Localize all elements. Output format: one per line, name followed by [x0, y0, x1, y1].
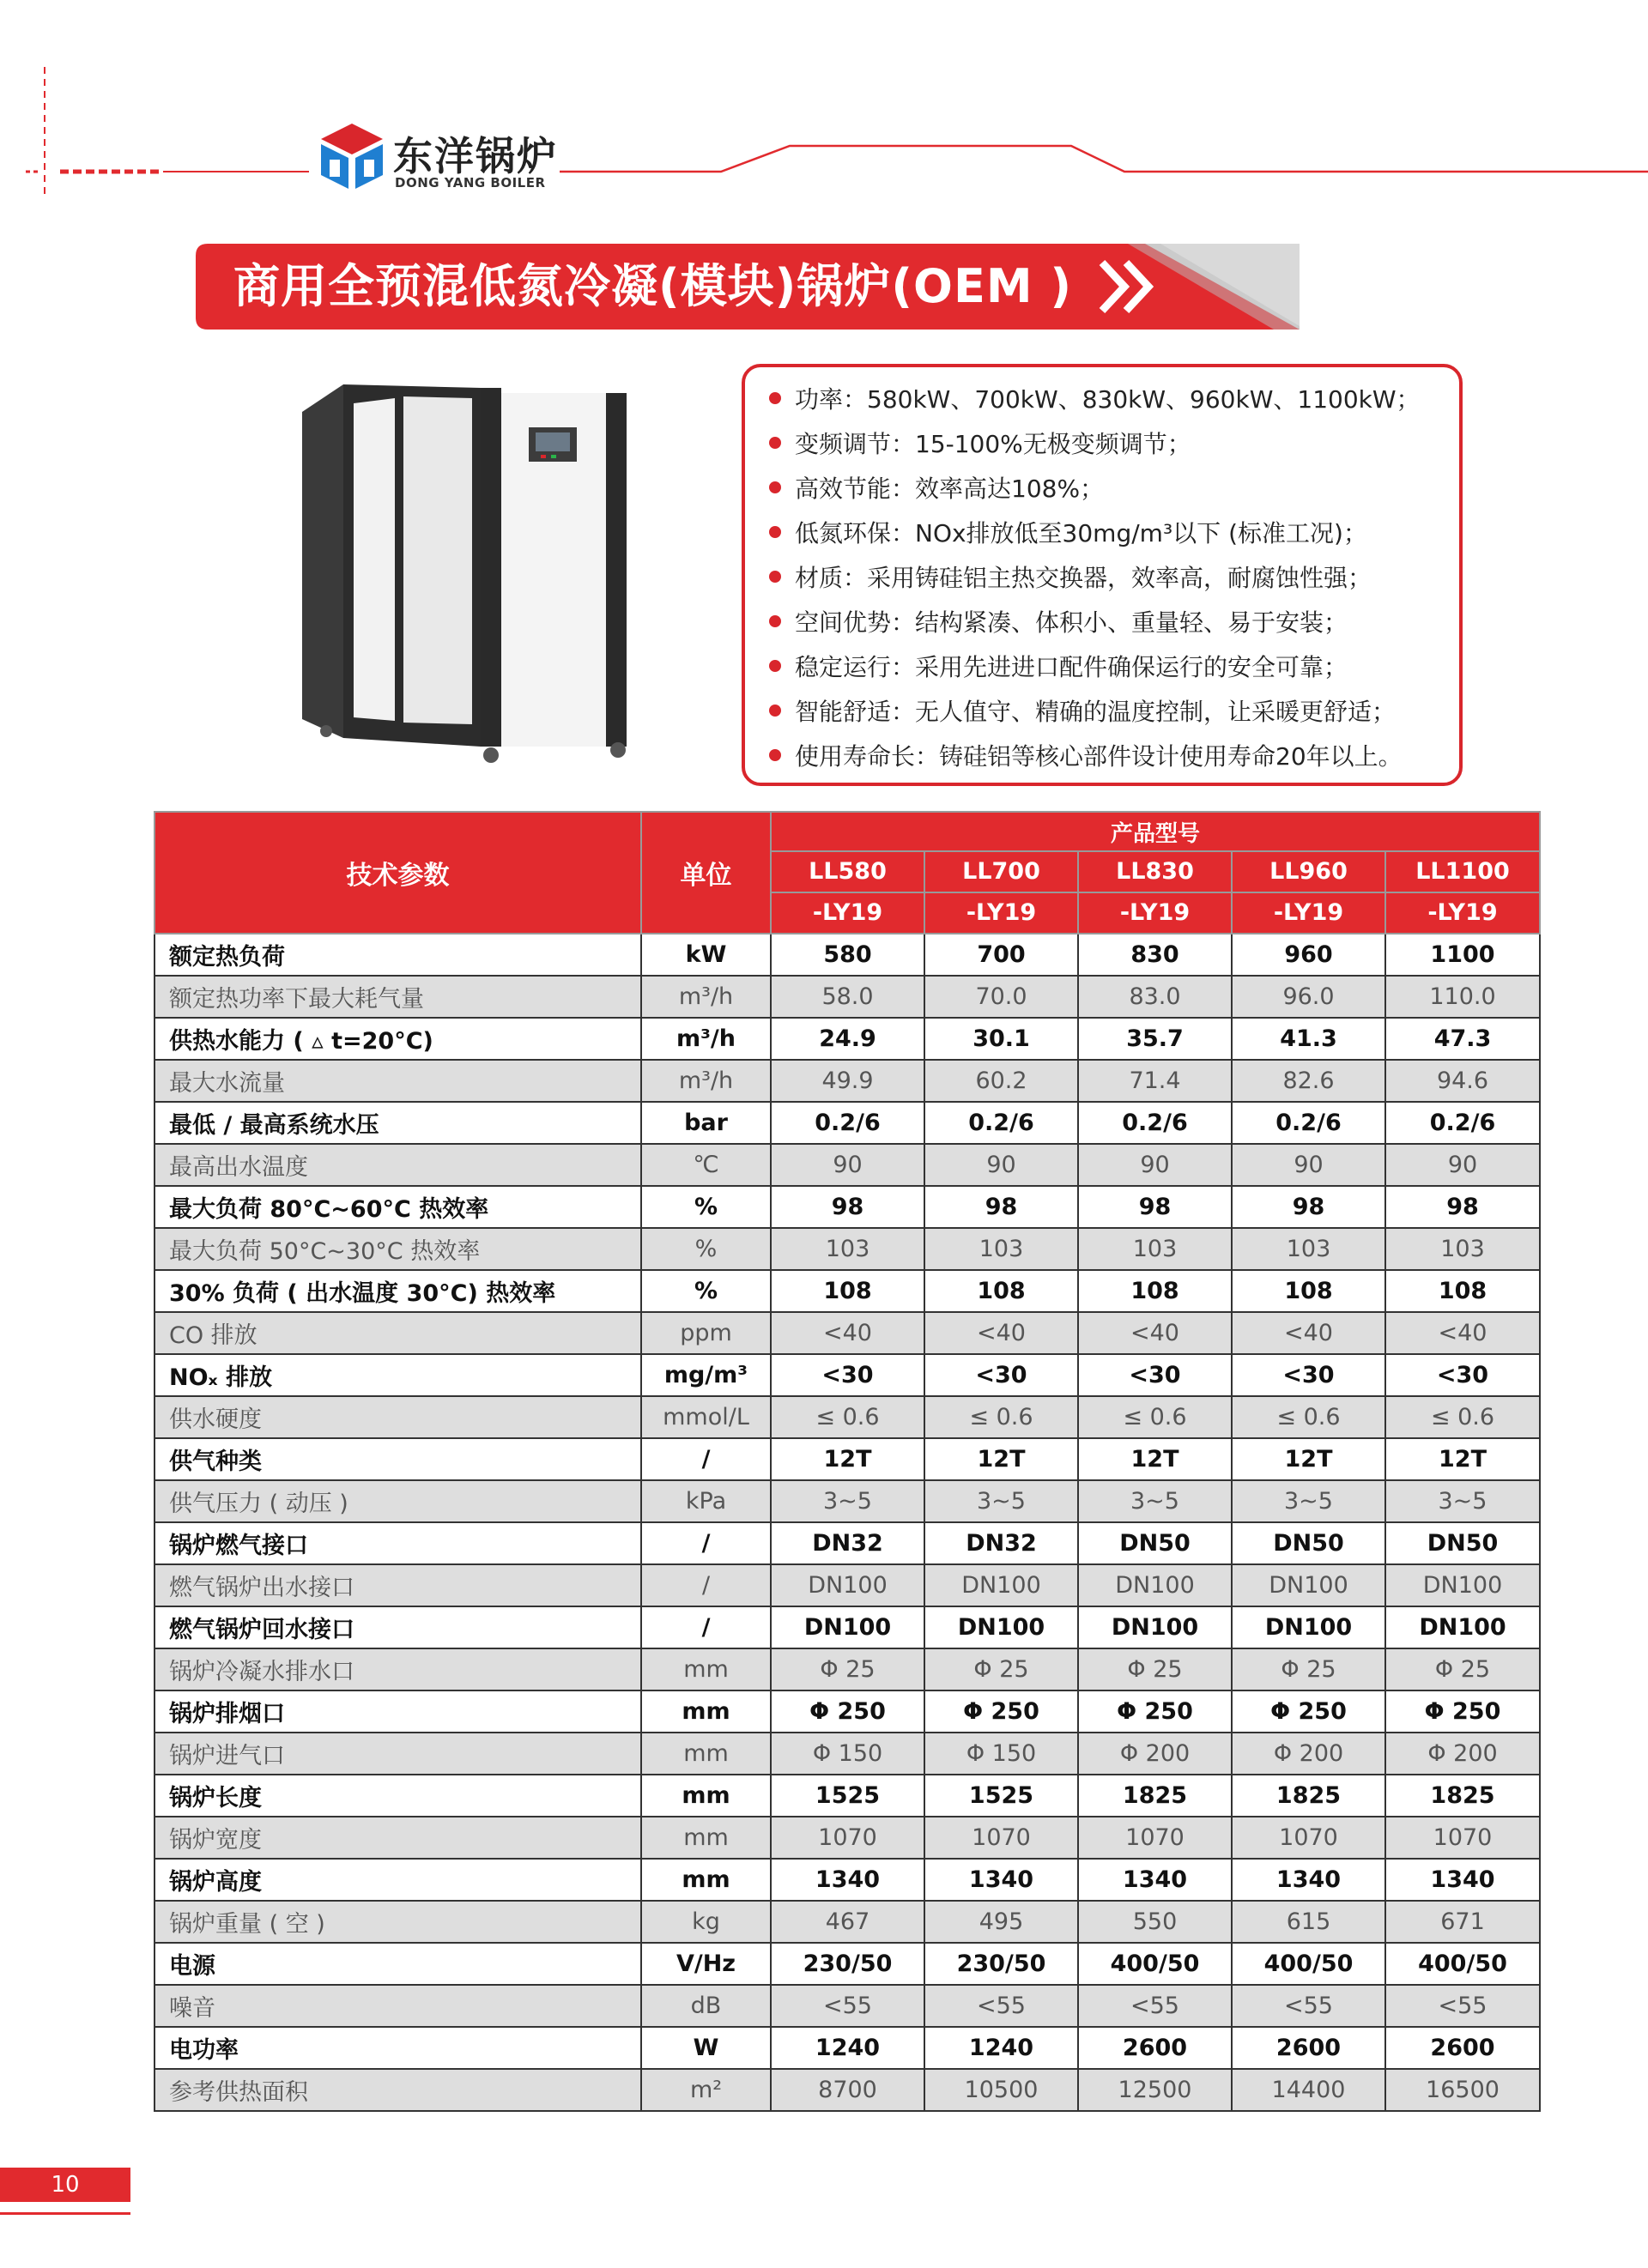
- table-row: [154, 1985, 1540, 2027]
- unit-cell: ℃: [641, 1144, 771, 1186]
- value-cell: <40: [1385, 1312, 1540, 1354]
- param-name-cell: 锅炉燃气接口: [154, 1522, 641, 1564]
- spec-table: [154, 811, 1541, 2112]
- value-cell: 90: [924, 1144, 1078, 1186]
- value-cell: DN100: [1232, 1564, 1385, 1606]
- unit-cell: mm: [641, 1690, 771, 1733]
- value-cell: Φ 25: [1078, 1648, 1232, 1690]
- value-cell: 3~5: [1232, 1480, 1385, 1522]
- table-row: [154, 1522, 1540, 1564]
- param-name-cell: 30% 负荷 ( 出水温度 30°C) 热效率: [154, 1270, 641, 1312]
- value-cell: 2600: [1078, 2027, 1232, 2069]
- unit-cell: /: [641, 1438, 771, 1480]
- value-cell: 1100: [1385, 934, 1540, 976]
- value-cell: 108: [1385, 1270, 1540, 1312]
- brand-name-cn: 东洋锅炉: [393, 133, 558, 179]
- value-cell: 47.3: [1385, 1018, 1540, 1060]
- table-row: [154, 1144, 1540, 1186]
- value-cell: Φ 150: [924, 1733, 1078, 1775]
- feature-item: 使用寿命长：铸硅铝等核心部件设计使用寿命20年以上。: [769, 735, 1459, 779]
- feature-item: 低氮环保：NOx排放低至30mg/m³以下 (标准工况)；: [769, 511, 1459, 556]
- value-cell: <55: [1078, 1985, 1232, 2027]
- value-cell: DN100: [771, 1606, 924, 1648]
- value-cell: Φ 150: [771, 1733, 924, 1775]
- value-cell: DN100: [1232, 1606, 1385, 1648]
- value-cell: 550: [1078, 1901, 1232, 1943]
- value-cell: 30.1: [924, 1018, 1078, 1060]
- unit-cell: kPa: [641, 1480, 771, 1522]
- value-cell: 10500: [924, 2069, 1078, 2111]
- param-name-cell: CO 排放: [154, 1312, 641, 1354]
- value-cell: 98: [924, 1186, 1078, 1228]
- value-cell: 960: [1232, 934, 1385, 976]
- feature-item: 高效节能：效率高达108%；: [769, 467, 1459, 511]
- value-cell: <30: [1385, 1354, 1540, 1396]
- value-cell: 615: [1232, 1901, 1385, 1943]
- page-number-underline: [0, 2212, 130, 2215]
- page-title: 商用全预混低氮冷凝(模块)锅炉(OEM ): [233, 259, 1073, 313]
- unit-cell: bar: [641, 1102, 771, 1144]
- value-cell: <40: [771, 1312, 924, 1354]
- spec-table-body: [154, 934, 1540, 2111]
- unit-cell: W: [641, 2027, 771, 2069]
- value-cell: ≤ 0.6: [924, 1396, 1078, 1438]
- value-cell: Φ 250: [1232, 1690, 1385, 1733]
- bullet-dot-icon: [769, 705, 781, 717]
- param-name-cell: 噪音: [154, 1985, 641, 2027]
- param-name-cell: 锅炉冷凝水排水口: [154, 1648, 641, 1690]
- value-cell: DN100: [771, 1564, 924, 1606]
- unit-cell: mg/m³: [641, 1354, 771, 1396]
- param-name-cell: 最大水流量: [154, 1060, 641, 1102]
- value-cell: <40: [1078, 1312, 1232, 1354]
- param-name-cell: 额定热负荷: [154, 934, 641, 976]
- model-header: LL1100: [1385, 851, 1540, 892]
- value-cell: 3~5: [771, 1480, 924, 1522]
- value-cell: 58.0: [771, 976, 924, 1018]
- model-group-header: 产品型号: [771, 812, 1540, 851]
- value-cell: 49.9: [771, 1060, 924, 1102]
- unit-cell: mm: [641, 1648, 771, 1690]
- unit-header: 单位: [641, 812, 771, 934]
- bullet-dot-icon: [769, 392, 781, 404]
- value-cell: Φ 25: [924, 1648, 1078, 1690]
- param-name-cell: 供气压力 ( 动压 ): [154, 1480, 641, 1522]
- value-cell: 230/50: [771, 1943, 924, 1985]
- value-cell: DN100: [924, 1564, 1078, 1606]
- value-cell: 70.0: [924, 976, 1078, 1018]
- param-name-cell: 供气种类: [154, 1438, 641, 1480]
- model-suffix: -LY19: [1385, 892, 1540, 934]
- table-row: [154, 1859, 1540, 1901]
- unit-cell: m³/h: [641, 1018, 771, 1060]
- param-name-cell: 最大负荷 50°C~30°C 热效率: [154, 1228, 641, 1270]
- value-cell: Φ 25: [1232, 1648, 1385, 1690]
- value-cell: Φ 250: [924, 1690, 1078, 1733]
- param-name-cell: 供水硬度: [154, 1396, 641, 1438]
- value-cell: <55: [1385, 1985, 1540, 2027]
- value-cell: 467: [771, 1901, 924, 1943]
- value-cell: 12T: [771, 1438, 924, 1480]
- value-cell: 103: [771, 1228, 924, 1270]
- value-cell: 108: [1078, 1270, 1232, 1312]
- value-cell: 103: [924, 1228, 1078, 1270]
- value-cell: 580: [771, 934, 924, 976]
- param-name-cell: 燃气锅炉出水接口: [154, 1564, 641, 1606]
- value-cell: DN100: [924, 1606, 1078, 1648]
- value-cell: 3~5: [1078, 1480, 1232, 1522]
- bullet-dot-icon: [769, 481, 781, 493]
- value-cell: <30: [771, 1354, 924, 1396]
- value-cell: 110.0: [1385, 976, 1540, 1018]
- param-name-cell: 燃气锅炉回水接口: [154, 1606, 641, 1648]
- unit-cell: /: [641, 1522, 771, 1564]
- value-cell: 41.3: [1232, 1018, 1385, 1060]
- bullet-dot-icon: [769, 526, 781, 538]
- model-suffix: -LY19: [771, 892, 924, 934]
- boiler-product-image: [292, 378, 644, 772]
- value-cell: 108: [924, 1270, 1078, 1312]
- value-cell: 103: [1385, 1228, 1540, 1270]
- param-name-cell: 最大负荷 80°C~60°C 热效率: [154, 1186, 641, 1228]
- unit-cell: kg: [641, 1901, 771, 1943]
- table-row: [154, 1480, 1540, 1522]
- value-cell: 90: [1232, 1144, 1385, 1186]
- param-name-cell: 锅炉进气口: [154, 1733, 641, 1775]
- value-cell: 700: [924, 934, 1078, 976]
- table-row: [154, 1312, 1540, 1354]
- table-row: [154, 1943, 1540, 1985]
- unit-cell: mm: [641, 1733, 771, 1775]
- value-cell: 96.0: [1232, 976, 1385, 1018]
- value-cell: 108: [771, 1270, 924, 1312]
- table-row: [154, 976, 1540, 1018]
- double-chevron-right-icon: [1097, 256, 1157, 318]
- unit-cell: %: [641, 1270, 771, 1312]
- value-cell: 1070: [1078, 1817, 1232, 1859]
- param-name-cell: NOₓ 排放: [154, 1354, 641, 1396]
- value-cell: 1070: [771, 1817, 924, 1859]
- value-cell: 2600: [1385, 2027, 1540, 2069]
- unit-cell: mmol/L: [641, 1396, 771, 1438]
- value-cell: 24.9: [771, 1018, 924, 1060]
- value-cell: DN50: [1232, 1522, 1385, 1564]
- value-cell: 60.2: [924, 1060, 1078, 1102]
- table-row: [154, 1438, 1540, 1480]
- value-cell: 0.2/6: [1385, 1102, 1540, 1144]
- model-header: LL830: [1078, 851, 1232, 892]
- value-cell: 103: [1078, 1228, 1232, 1270]
- value-cell: 1070: [1232, 1817, 1385, 1859]
- unit-cell: mm: [641, 1775, 771, 1817]
- unit-cell: %: [641, 1186, 771, 1228]
- unit-cell: mm: [641, 1817, 771, 1859]
- param-name-cell: 最高出水温度: [154, 1144, 641, 1186]
- bullet-dot-icon: [769, 571, 781, 583]
- value-cell: 16500: [1385, 2069, 1540, 2111]
- value-cell: DN100: [1385, 1606, 1540, 1648]
- value-cell: 2600: [1232, 2027, 1385, 2069]
- value-cell: 230/50: [924, 1943, 1078, 1985]
- unit-cell: mm: [641, 1859, 771, 1901]
- value-cell: 98: [1078, 1186, 1232, 1228]
- value-cell: 12T: [1385, 1438, 1540, 1480]
- value-cell: DN50: [1078, 1522, 1232, 1564]
- table-row: [154, 2027, 1540, 2069]
- table-row: [154, 1648, 1540, 1690]
- bullet-dot-icon: [769, 660, 781, 672]
- value-cell: 1340: [1232, 1859, 1385, 1901]
- param-header: 技术参数: [154, 812, 641, 934]
- value-cell: <40: [924, 1312, 1078, 1354]
- value-cell: 1340: [771, 1859, 924, 1901]
- value-cell: 495: [924, 1901, 1078, 1943]
- value-cell: 98: [1232, 1186, 1385, 1228]
- table-row: [154, 1606, 1540, 1648]
- model-suffix: -LY19: [1232, 892, 1385, 934]
- value-cell: 0.2/6: [771, 1102, 924, 1144]
- value-cell: 3~5: [924, 1480, 1078, 1522]
- value-cell: 1825: [1385, 1775, 1540, 1817]
- param-name-cell: 参考供热面积: [154, 2069, 641, 2111]
- unit-cell: ppm: [641, 1312, 771, 1354]
- value-cell: 83.0: [1078, 976, 1232, 1018]
- param-name-cell: 锅炉高度: [154, 1859, 641, 1901]
- table-row: [154, 934, 1540, 976]
- table-row: [154, 2069, 1540, 2111]
- value-cell: Φ 250: [771, 1690, 924, 1733]
- value-cell: 1340: [1385, 1859, 1540, 1901]
- unit-cell: V/Hz: [641, 1943, 771, 1985]
- features-panel: [742, 364, 1463, 786]
- value-cell: 1240: [924, 2027, 1078, 2069]
- value-cell: 1340: [924, 1859, 1078, 1901]
- model-header: LL960: [1232, 851, 1385, 892]
- table-row: [154, 1228, 1540, 1270]
- value-cell: 12T: [1232, 1438, 1385, 1480]
- feature-item: 变频调节：15-100%无极变频调节；: [769, 422, 1459, 467]
- value-cell: ≤ 0.6: [1232, 1396, 1385, 1438]
- unit-cell: kW: [641, 934, 771, 976]
- unit-cell: %: [641, 1228, 771, 1270]
- param-name-cell: 电功率: [154, 2027, 641, 2069]
- feature-item: 功率：580kW、700kW、830kW、960kW、1100kW；: [769, 378, 1459, 422]
- value-cell: 671: [1385, 1901, 1540, 1943]
- value-cell: 82.6: [1232, 1060, 1385, 1102]
- value-cell: 71.4: [1078, 1060, 1232, 1102]
- value-cell: 94.6: [1385, 1060, 1540, 1102]
- value-cell: <30: [1232, 1354, 1385, 1396]
- param-name-cell: 锅炉长度: [154, 1775, 641, 1817]
- value-cell: DN100: [1078, 1606, 1232, 1648]
- table-row: [154, 1186, 1540, 1228]
- value-cell: 8700: [771, 2069, 924, 2111]
- param-name-cell: 额定热功率下最大耗气量: [154, 976, 641, 1018]
- table-row: [154, 1690, 1540, 1733]
- value-cell: Φ 250: [1385, 1690, 1540, 1733]
- value-cell: Φ 250: [1078, 1690, 1232, 1733]
- value-cell: Φ 200: [1078, 1733, 1232, 1775]
- value-cell: ≤ 0.6: [1385, 1396, 1540, 1438]
- value-cell: DN100: [1385, 1564, 1540, 1606]
- unit-cell: dB: [641, 1985, 771, 2027]
- value-cell: 1825: [1078, 1775, 1232, 1817]
- value-cell: ≤ 0.6: [1078, 1396, 1232, 1438]
- value-cell: Φ 200: [1385, 1733, 1540, 1775]
- value-cell: 1525: [771, 1775, 924, 1817]
- value-cell: Φ 25: [1385, 1648, 1540, 1690]
- value-cell: ≤ 0.6: [771, 1396, 924, 1438]
- value-cell: 14400: [1232, 2069, 1385, 2111]
- unit-cell: m³/h: [641, 1060, 771, 1102]
- value-cell: 3~5: [1385, 1480, 1540, 1522]
- value-cell: 90: [1385, 1144, 1540, 1186]
- unit-cell: /: [641, 1606, 771, 1648]
- value-cell: 1825: [1232, 1775, 1385, 1817]
- param-name-cell: 供热水能力 ( ▵ t=20°C): [154, 1018, 641, 1060]
- value-cell: 98: [1385, 1186, 1540, 1228]
- model-suffix: -LY19: [924, 892, 1078, 934]
- value-cell: 1070: [1385, 1817, 1540, 1859]
- table-row: [154, 1060, 1540, 1102]
- value-cell: Φ 25: [771, 1648, 924, 1690]
- table-row: [154, 1817, 1540, 1859]
- value-cell: <55: [924, 1985, 1078, 2027]
- value-cell: <30: [1078, 1354, 1232, 1396]
- unit-cell: m²: [641, 2069, 771, 2111]
- value-cell: 0.2/6: [1078, 1102, 1232, 1144]
- value-cell: 0.2/6: [924, 1102, 1078, 1144]
- value-cell: DN32: [924, 1522, 1078, 1564]
- param-name-cell: 锅炉宽度: [154, 1817, 641, 1859]
- table-row: [154, 1018, 1540, 1060]
- param-name-cell: 电源: [154, 1943, 641, 1985]
- feature-item: 稳定运行：采用先进进口配件确保运行的安全可靠；: [769, 645, 1459, 690]
- table-row: [154, 1775, 1540, 1817]
- value-cell: <30: [924, 1354, 1078, 1396]
- param-name-cell: 锅炉排烟口: [154, 1690, 641, 1733]
- unit-cell: /: [641, 1564, 771, 1606]
- feature-item: 智能舒适：无人值守、精确的温度控制，让采暖更舒适；: [769, 690, 1459, 735]
- table-row: [154, 1901, 1540, 1943]
- param-name-cell: 锅炉重量 ( 空 ): [154, 1901, 641, 1943]
- value-cell: DN32: [771, 1522, 924, 1564]
- param-name-cell: 最低 / 最高系统水压: [154, 1102, 641, 1144]
- unit-cell: m³/h: [641, 976, 771, 1018]
- value-cell: 400/50: [1232, 1943, 1385, 1985]
- brand-logo-icon: [316, 120, 388, 192]
- value-cell: 12500: [1078, 2069, 1232, 2111]
- value-cell: DN100: [1078, 1564, 1232, 1606]
- feature-item: 材质：采用铸硅铝主热交换器，效率高，耐腐蚀性强；: [769, 556, 1459, 601]
- value-cell: 90: [1078, 1144, 1232, 1186]
- feature-item: 空间优势：结构紧凑、体积小、重量轻、易于安装；: [769, 601, 1459, 645]
- model-header: LL580: [771, 851, 924, 892]
- bullet-dot-icon: [769, 615, 781, 627]
- bullet-dot-icon: [769, 749, 781, 761]
- value-cell: 12T: [1078, 1438, 1232, 1480]
- value-cell: 1240: [771, 2027, 924, 2069]
- table-row: [154, 1396, 1540, 1438]
- value-cell: <55: [1232, 1985, 1385, 2027]
- model-header: LL700: [924, 851, 1078, 892]
- value-cell: 90: [771, 1144, 924, 1186]
- value-cell: <55: [771, 1985, 924, 2027]
- table-row: [154, 1354, 1540, 1396]
- value-cell: 98: [771, 1186, 924, 1228]
- value-cell: <40: [1232, 1312, 1385, 1354]
- value-cell: 103: [1232, 1228, 1385, 1270]
- value-cell: 400/50: [1385, 1943, 1540, 1985]
- page-number: 10: [0, 2168, 130, 2202]
- value-cell: DN50: [1385, 1522, 1540, 1564]
- brand-name-en: DONG YANG BOILER: [395, 175, 546, 191]
- table-row: [154, 1733, 1540, 1775]
- model-suffix: -LY19: [1078, 892, 1232, 934]
- value-cell: 1340: [1078, 1859, 1232, 1901]
- value-cell: 830: [1078, 934, 1232, 976]
- value-cell: 400/50: [1078, 1943, 1232, 1985]
- table-row: [154, 1270, 1540, 1312]
- table-row: [154, 1102, 1540, 1144]
- value-cell: 108: [1232, 1270, 1385, 1312]
- value-cell: 0.2/6: [1232, 1102, 1385, 1144]
- value-cell: 35.7: [1078, 1018, 1232, 1060]
- value-cell: 12T: [924, 1438, 1078, 1480]
- table-row: [154, 1564, 1540, 1606]
- value-cell: 1070: [924, 1817, 1078, 1859]
- value-cell: 1525: [924, 1775, 1078, 1817]
- value-cell: Φ 200: [1232, 1733, 1385, 1775]
- bullet-dot-icon: [769, 437, 781, 449]
